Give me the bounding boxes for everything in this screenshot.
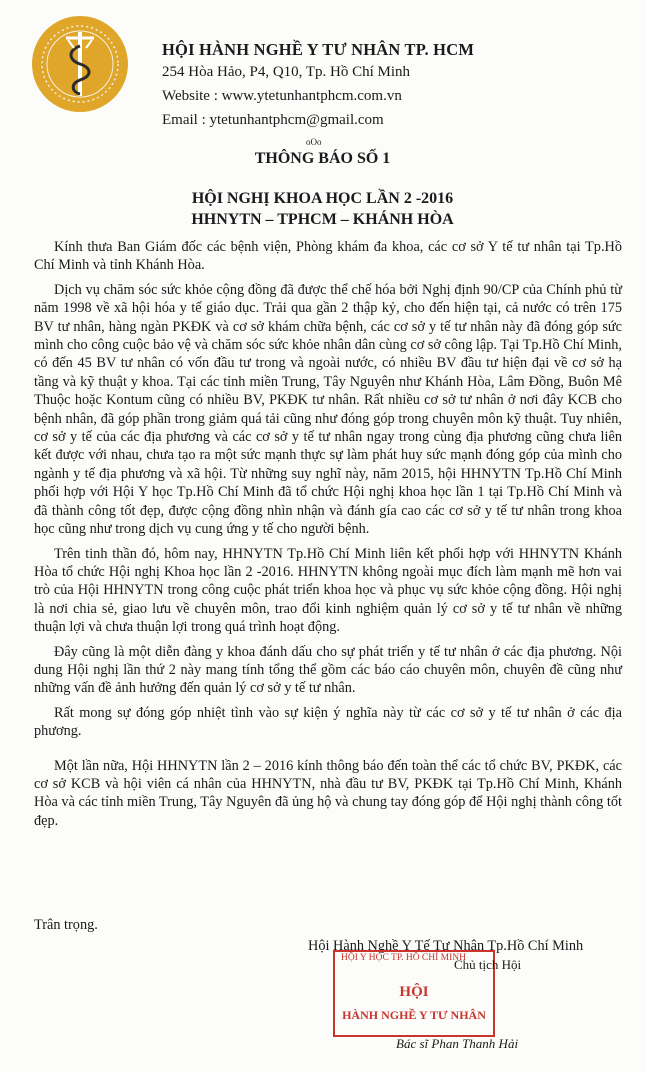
conference-title: HỘI NGHỊ KHOA HỌC LẦN 2 -2016 — [191, 190, 454, 207]
stamp-line-3: HÀNH NGHỀ Y TƯ NHÂN — [342, 1008, 486, 1022]
signature-role: Chủ tịch Hội — [454, 957, 522, 972]
stamp-line-1: HỘI Y HỌC TP. HỒ CHÍ MINH — [341, 953, 466, 963]
paragraph-greeting: Kính thưa Ban Giám đốc các bệnh viện, Phòng khám đa khoa, các cơ sở Y tế tư nhân tại Tp.Hồ Chí Minh và tỉnh Khánh Hòa. — [34, 239, 622, 274]
signer-name: Bác sĩ Phan Thanh Hải — [396, 1036, 519, 1051]
signature-organization: Hội Hành Nghề Y Tế Tư Nhân Tp.Hồ Chí Minh — [308, 938, 584, 954]
stamp-line-2: HỘI — [399, 984, 429, 1000]
organization-website: Website : www.ytetunhantphcm.com.vn — [162, 88, 402, 104]
notice-title: THÔNG BÁO SỐ 1 — [254, 150, 391, 167]
paragraph-forum: Đây cũng là một diễn đàng y khoa đánh dấu cho sự phát triển y tế tư nhân ở các địa phương. Nội dung Hội nghị lần thứ 2 này mang tính tổng thể gồm các báo cáo chuyên môn, chuyên đề cũng như những vấn đề ảnh hưởng đến quản lý cơ sở y tế tư nhân. — [34, 643, 622, 697]
organization-logo-icon — [30, 14, 130, 114]
conference-subtitle: HHNYTN – TPHCM – KHÁNH HÒA — [191, 211, 454, 228]
closing-text: Trân trọng. — [34, 917, 98, 933]
paragraph-purpose: Trên tinh thần đó, hôm nay, HHNYTN Tp.Hồ Chí Minh liên kết phối hợp với HHNYTN Khánh Hòa tổ chức Hội nghị Khoa học lần 2 -2016. HHNYTN không ngoài mục đích làm mạnh mẽ hơn vai trò của Hội HHNYTN trong công cuộc phát triển khoa học và phục vụ sức khỏe cộng đồng. Hội nghị là nơi chia sẻ, giao lưu về chuyên môn, trao đổi kinh nghiệm quản lý cơ sở y tế tư nhân về những thuận lợi và chưa thuận lợi trong quá trình hoạt động. — [34, 545, 622, 636]
header-separator: oOo — [306, 137, 322, 147]
organization-address: 254 Hòa Hảo, P4, Q10, Tp. Hồ Chí Minh — [162, 64, 411, 80]
paragraph-thanks: Một lần nữa, Hội HHNYTN lần 2 – 2016 kính thông báo đến toàn thể các tổ chức BV, PKĐK, các cơ sở KCB và hội viên cá nhân của HHNYTN, nhà đầu tư BV, PKĐK tại Tp.Hồ Chí Minh, Khánh Hòa và các tỉnh miền Trung, Tây Nguyên đã ủng hộ và chung tay đóng góp để Hội nghị thành công tốt đẹp. — [34, 757, 622, 829]
notice-body — [34, 238, 622, 836]
paragraph-background: Dịch vụ chăm sóc sức khỏe cộng đồng đã được thể chế hóa bởi Nghị định 90/CP của Chính phủ từ năm 1998 về xã hội hóa y tế giáo dục. Trải qua gần 2 thập kỷ, cho đến hiện tại, cả nước có trên 175 BV tư nhân, hàng ngàn PKĐK và cơ sở khám chữa bệnh, các cơ sở y tế tư nhân này đã đóng góp sức mình cho công cuộc bảo vệ và chăm sóc sức khỏe nhân dân cùng cơ sở công lập. Tại Tp.Hồ Chí Minh, có đến 45 BV tư nhân có vốn đầu tư trong và ngoài nước, có nhiều BV đầu tư hiện đại về cơ sở hạ tầng và kỹ thuật y khoa. Tại các tỉnh miền Trung, Tây Nguyên như Khánh Hòa, Lâm Đồng, Buôn Mê Thuộc hoặc Kontum cũng có nhiều BV, PKĐK tư nhân. Rất nhiều cơ sở tư nhân ở nơi đây KCB cho bệnh nhân, đã góp phần trong giảm quá tải cũng như đóng góp trong chuyên môn kỹ thuật. Tuy nhiên, cơ sở y tế của các địa phương và các cơ sở y tế tư nhân ngay trong cùng địa phương cũng chưa liên kết được với nhau, chưa tạo ra một sức mạnh thực sự làm phát huy sức mạnh đóng góp của mình cho ngành y tế địa phương và xã hội. Từ những suy nghĩ này, năm 2015, hội HHNYTN Tp.Hồ Chí Minh phối hợp với Hội Y học Tp.Hồ Chí Minh đã tổ chức Hội nghị khoa học lần 1 tại Tp.Hồ Chí Minh và đã thành công tốt đẹp, được cộng đồng nhìn nhận và đánh gía cao các cơ sở y tế tư nhân trong khoa học cũng như trong dịch vụ cung ứng y tế cho người bệnh. — [34, 281, 622, 538]
organization-name: HỘI HÀNH NGHỀ Y TƯ NHÂN TP. HCM — [162, 40, 475, 59]
organization-email: Email : ytetunhantphcm@gmail.com — [162, 112, 384, 128]
paragraph-appeal: Rất mong sự đóng góp nhiệt tình vào sự kiện ý nghĩa này từ các cơ sở y tế tư nhân ở các địa phương. — [34, 704, 622, 740]
